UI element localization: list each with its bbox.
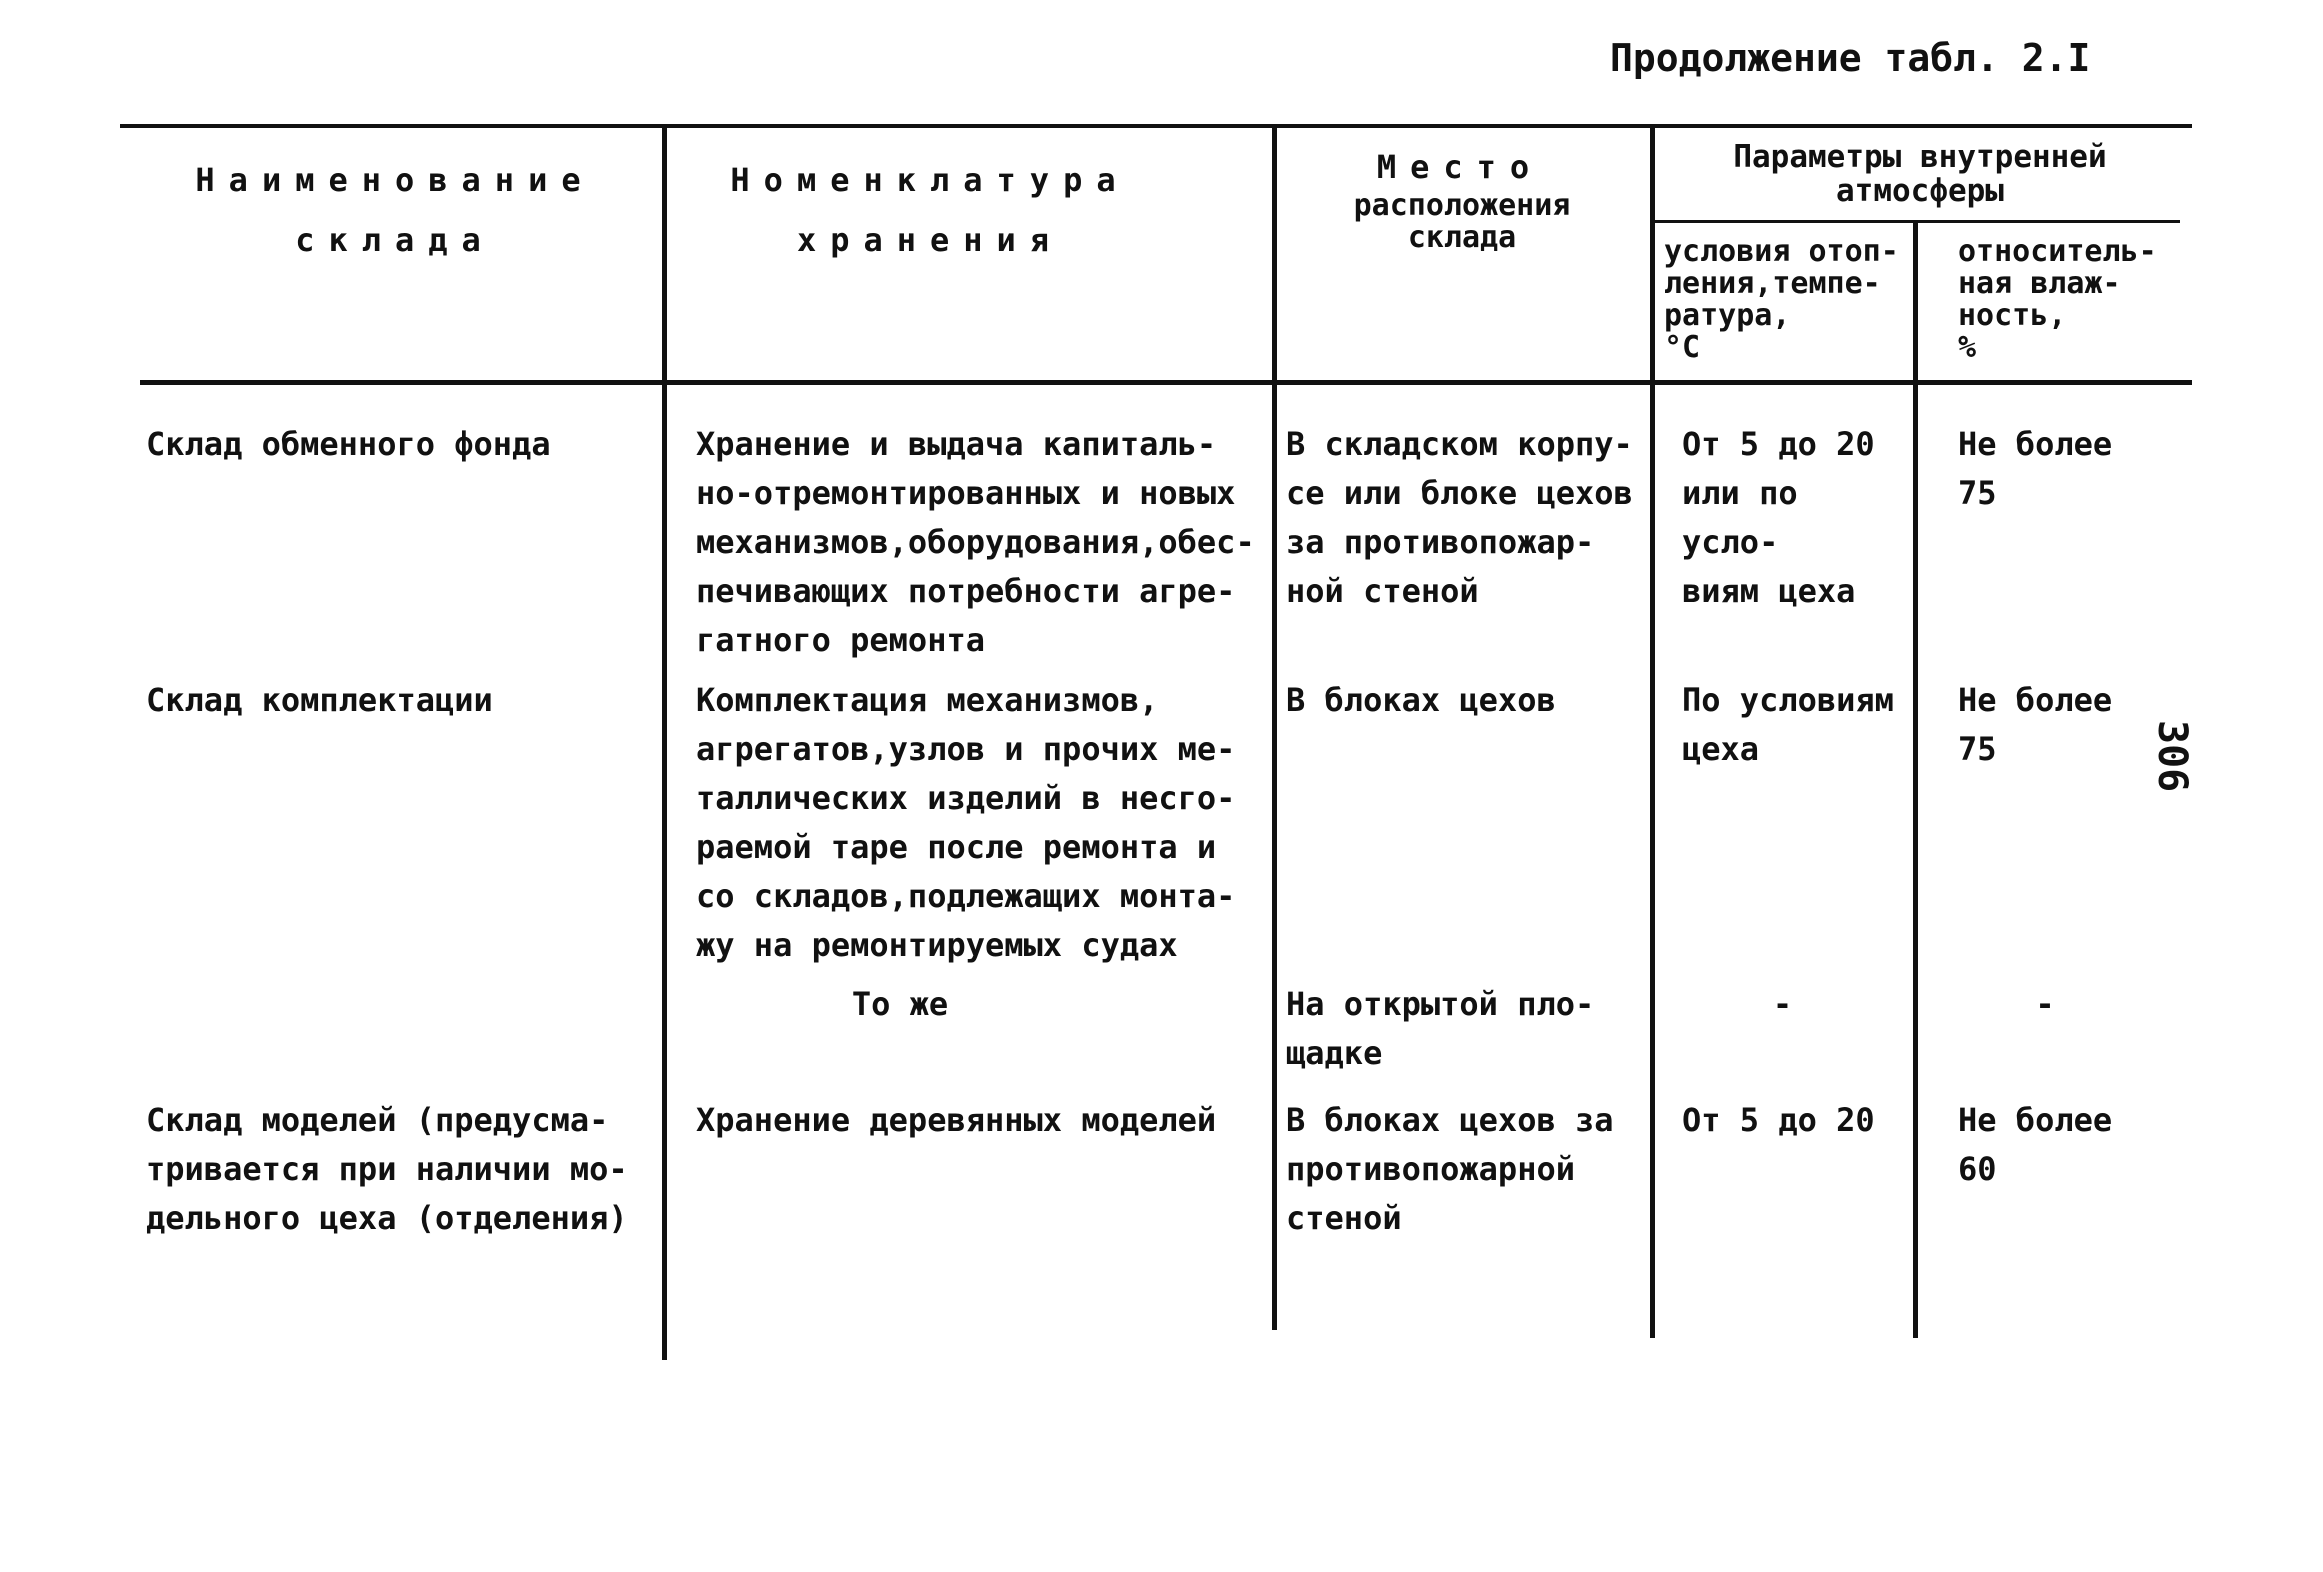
row4-heating: От 5 до 20	[1682, 1101, 1875, 1139]
row3-nomenclature: То же	[851, 985, 949, 1023]
header-humidity: относитель- ная влаж- ность, %	[1958, 234, 2157, 365]
row3-location: На открытой пло- щадке	[1286, 985, 1595, 1072]
row3-heating: -	[1772, 985, 1793, 1023]
column-divider-3	[1650, 128, 1655, 1338]
column-divider-2	[1272, 128, 1277, 1330]
row2-name: Склад комплектации	[146, 681, 493, 719]
row1-location: В складском корпу- се или блоке цехов за противопожар- ной стеной	[1286, 425, 1633, 610]
row3-humidity: -	[2035, 985, 2055, 1023]
column-divider-1	[662, 128, 667, 1360]
column-divider-4	[1913, 220, 1918, 1338]
row2-humidity: Не более 75	[1958, 681, 2113, 768]
row2-location: В блоках цехов	[1286, 681, 1556, 719]
page-number: 306	[2149, 720, 2195, 793]
row4-location: В блоках цехов за противопожарной стеной	[1286, 1101, 1614, 1237]
row1-humidity: Не более 75	[1958, 425, 2113, 512]
row4-humidity: Не более 60	[1958, 1101, 2113, 1188]
table-caption: Продолжение табл. 2.I	[1610, 36, 2091, 80]
row4-nomenclature: Хранение деревянных моделей	[696, 1101, 1217, 1139]
header-location-sub: расположения склада	[1353, 188, 1571, 255]
table-top-rule	[120, 124, 2192, 128]
row1-name: Склад обменного фонда	[146, 425, 551, 463]
header-params-group: Параметры внутренней атмосферы	[1733, 139, 2107, 209]
header-nomenclature: Номенклатура хранения	[730, 161, 1130, 259]
header-location-title: Место	[1376, 148, 1544, 186]
row1-nomenclature: Хранение и выдача капиталь- но-отремонтированных и новых механизмов,оборудования,обес- печивающих потребности агре- гатного ремонта	[696, 425, 1255, 659]
row4-name: Склад моделей (предусма- тривается при наличии мо- дельного цеха (отделения)	[146, 1101, 628, 1237]
header-name: Наименование склада	[195, 161, 595, 259]
row2-nomenclature: Комплектация механизмов, агрегатов,узлов и прочих ме- таллических изделий в несго- раемой таре после ремонта и со складов,подлежащих монта- жу на ремонтируемых судах	[696, 681, 1236, 964]
row1-heating: От 5 до 20 или по усло- виям цеха	[1682, 425, 1875, 610]
header-heating: условия отоп- ления,темпе- ратура, °C	[1664, 234, 1899, 365]
header-bottom-rule	[140, 380, 2192, 385]
row2-heating: По условиям цеха	[1682, 681, 1894, 768]
